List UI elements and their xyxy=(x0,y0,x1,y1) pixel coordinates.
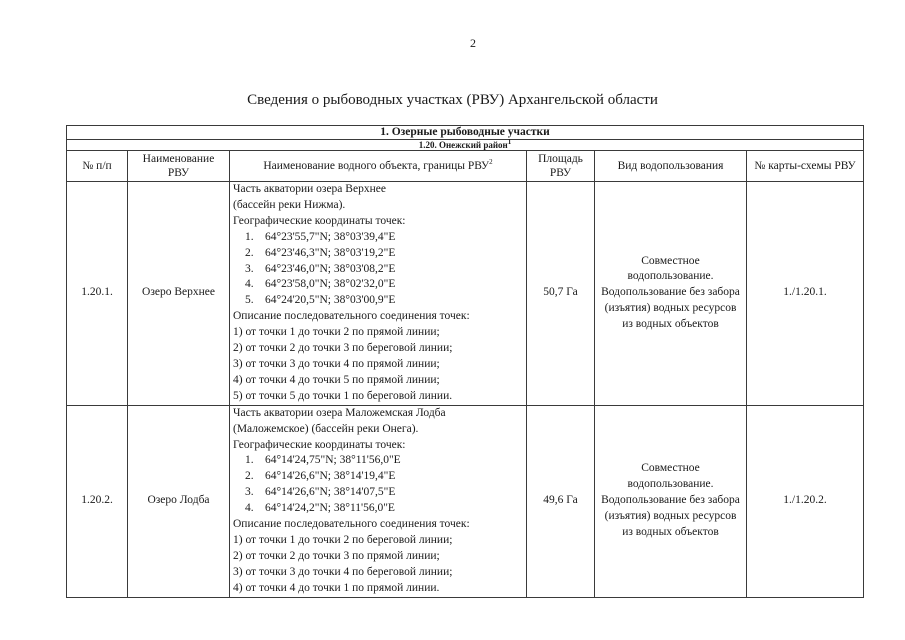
coordinate-number: 1. xyxy=(245,454,254,467)
connection-step: 3) от точки 3 до точки 4 по прямой линии; xyxy=(233,357,440,370)
row-area: 50,7 Га xyxy=(527,182,595,406)
fish-farming-sites-table xyxy=(66,125,864,598)
document-title: Сведения о рыбоводных участках (РВУ) Архангельской области xyxy=(247,92,658,108)
coordinate-number: 3. xyxy=(245,486,254,499)
header-name: Наименование РВУ xyxy=(128,151,230,182)
coordinate-value: 64°14'26,6"N; 38°14'19,4"E xyxy=(265,470,396,483)
district-title xyxy=(67,140,864,151)
connection-step: 4) от точки 4 до точки 5 по прямой линии; xyxy=(233,373,440,386)
coordinate-value: 64°23'58,0"N; 38°02'32,0"E xyxy=(265,278,396,291)
header-water-body xyxy=(230,151,527,182)
connection-step: 5) от точки 5 до точки 1 по береговой линии. xyxy=(233,389,453,402)
connection-step: 1) от точки 1 до точки 2 по прямой линии; xyxy=(233,326,440,339)
section-title: 1. Озерные рыбоводные участки xyxy=(67,126,864,140)
connection-step: 3) от точки 3 до точки 4 по береговой линии; xyxy=(233,565,453,578)
coordinate-value: 64°14'26,6"N; 38°14'07,5"E xyxy=(265,486,396,499)
coordinate-item xyxy=(233,230,523,246)
row-water-body xyxy=(230,405,527,597)
row-use: Совместное водопользование. Водопользование без забора (изъятия) водных ресурсов из водных объектов xyxy=(595,405,747,597)
header-num: № п/п xyxy=(67,151,128,182)
connection-description-title: Описание последовательного соединения точек: xyxy=(233,310,470,323)
header-row xyxy=(67,151,864,182)
coordinate-value: 64°23'46,0"N; 38°03'08,2"E xyxy=(265,262,396,275)
district-row xyxy=(67,140,864,151)
connection-step: 4) от точки 4 до точки 1 по прямой линии. xyxy=(233,581,440,594)
coordinate-value: 64°23'46,3"N; 38°03'19,2"E xyxy=(265,246,396,259)
coordinate-item xyxy=(233,293,523,309)
coordinate-item xyxy=(233,501,523,517)
header-water-body-text: Наименование водного объекта, границы РВУ xyxy=(263,160,490,172)
row-name: Озеро Верхнее xyxy=(128,182,230,406)
row-water-body xyxy=(230,182,527,406)
coordinate-number: 5. xyxy=(245,294,254,307)
row-name: Озеро Лодба xyxy=(128,405,230,597)
coordinate-item xyxy=(233,277,523,293)
coordinate-number: 4. xyxy=(245,502,254,515)
coordinate-item xyxy=(233,469,523,485)
row-num: 1.20.1. xyxy=(67,182,128,406)
intro-line: Часть акватории озера Маложемская Лодба xyxy=(233,406,446,419)
intro-line: Географические координаты точек: xyxy=(233,214,406,227)
header-area: Площадь РВУ xyxy=(527,151,595,182)
coordinate-item xyxy=(233,453,523,469)
district-footnote: 1 xyxy=(507,138,512,146)
coordinate-item xyxy=(233,262,523,278)
row-area: 49,6 Га xyxy=(527,405,595,597)
coordinate-item xyxy=(233,485,523,501)
intro-line: Географические координаты точек: xyxy=(233,438,406,451)
header-map: № карты-схемы РВУ xyxy=(747,151,864,182)
coordinate-number: 2. xyxy=(245,246,254,259)
header-use: Вид водопользования xyxy=(595,151,747,182)
intro-line: (Маложемское) (бассейн реки Онега). xyxy=(233,422,419,435)
coordinate-value: 64°14'24,75"N; 38°11'56,0"E xyxy=(265,454,401,467)
intro-line: Часть акватории озера Верхнее xyxy=(233,183,386,195)
connection-step: 2) от точки 2 до точки 3 по береговой линии; xyxy=(233,342,453,355)
coordinate-value: 64°23'55,7"N; 38°03'39,4"E xyxy=(265,230,396,243)
coordinate-item xyxy=(233,246,523,262)
connection-step: 2) от точки 2 до точки 3 по прямой линии; xyxy=(233,549,440,562)
header-water-body-footnote: 2 xyxy=(489,158,493,167)
section-title-row xyxy=(67,126,864,140)
row-map: 1./1.20.2. xyxy=(747,405,864,597)
page-number: 2 xyxy=(470,36,476,50)
coordinate-value: 64°24'20,5"N; 38°03'00,9"E xyxy=(265,294,396,307)
table-row xyxy=(67,405,864,597)
coordinate-number: 4. xyxy=(245,278,254,291)
coordinate-value: 64°14'24,2"N; 38°11'56,0"E xyxy=(265,502,395,515)
row-use: Совместное водопользование. Водопользование без забора (изъятия) водных ресурсов из водных объектов xyxy=(595,182,747,406)
table-row xyxy=(67,182,864,406)
connection-step: 1) от точки 1 до точки 2 по береговой линии; xyxy=(233,533,453,546)
connection-description-title: Описание последовательного соединения точек: xyxy=(233,518,470,531)
row-map: 1./1.20.1. xyxy=(747,182,864,406)
intro-line: (бассейн реки Нижма). xyxy=(233,198,346,211)
district-text: 1.20. Онежский район xyxy=(418,140,508,150)
coordinate-number: 2. xyxy=(245,470,254,483)
coordinate-number: 1. xyxy=(245,230,254,243)
row-num: 1.20.2. xyxy=(67,405,128,597)
coordinate-number: 3. xyxy=(245,262,254,275)
